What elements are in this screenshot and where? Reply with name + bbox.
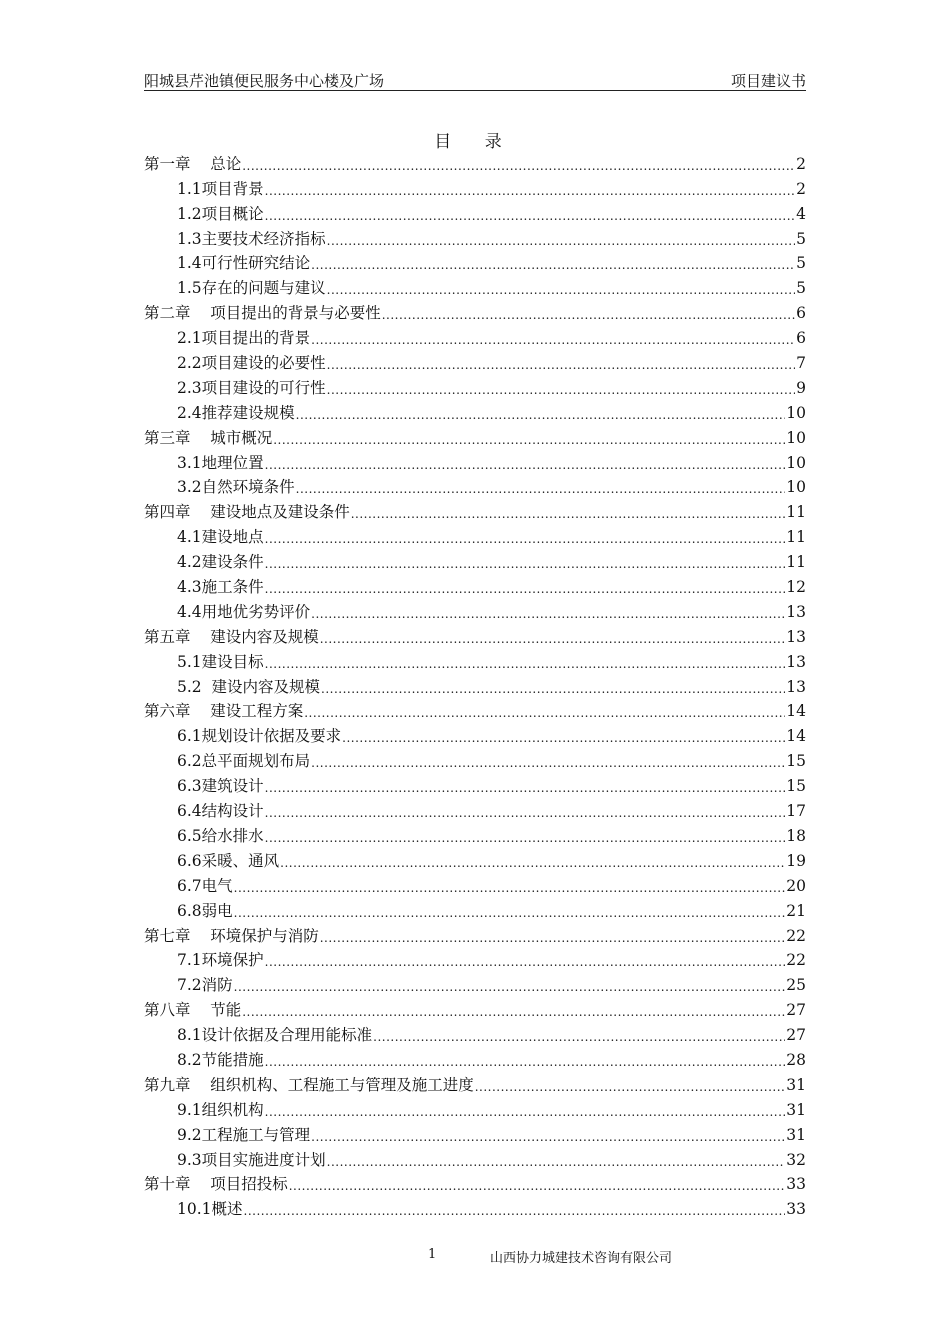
- toc-section-entry[interactable]: [144, 547, 806, 572]
- toc-section-entry[interactable]: [144, 249, 806, 274]
- toc-section-entry[interactable]: [144, 174, 806, 199]
- page-header: [144, 68, 806, 91]
- toc-dot-leader: [242, 158, 795, 174]
- toc-entry-title: 6.8弱电: [177, 901, 233, 920]
- toc-dot-leader: [311, 755, 785, 771]
- toc-entry-title: 9.2工程施工与管理: [177, 1125, 311, 1144]
- toc-page-number: 13: [786, 652, 806, 671]
- toc-dot-leader: [304, 705, 785, 721]
- toc-section-entry[interactable]: [144, 348, 806, 373]
- toc-entry-title: 1.5存在的问题与建议: [177, 279, 326, 298]
- toc-entry-title: 1.4可行性研究结论: [177, 254, 311, 273]
- toc-page-number: 31: [786, 1075, 806, 1094]
- toc-page-number: 5: [796, 279, 806, 298]
- toc-section-entry[interactable]: [144, 846, 806, 871]
- toc-entry-title: 6.2总平面规划布局: [177, 752, 311, 771]
- toc-section-entry[interactable]: [144, 871, 806, 896]
- toc-chapter-entry[interactable]: [144, 149, 806, 174]
- toc-dot-leader: [265, 208, 795, 224]
- toc-section-entry[interactable]: [144, 672, 806, 697]
- toc-entry-title: 4.3施工条件: [177, 578, 264, 597]
- toc-page-number: 27: [786, 1001, 806, 1020]
- toc-dot-leader: [265, 1054, 786, 1070]
- toc-dot-leader: [351, 506, 786, 522]
- toc-section-entry[interactable]: [144, 721, 806, 746]
- toc-page-number: 9: [796, 378, 806, 397]
- toc-entry-title: 6.6采暖、通风: [177, 851, 280, 870]
- toc-page-number: 27: [786, 1026, 806, 1045]
- toc-page-number: 13: [786, 602, 806, 621]
- toc-entry-title: 6.7电气: [177, 876, 233, 895]
- header-project-name: 阳城县芹池镇便民服务中心楼及广场: [144, 72, 385, 90]
- toc-dot-leader: [234, 880, 786, 896]
- toc-page-number: 7: [796, 354, 806, 373]
- toc-page-number: 22: [786, 951, 806, 970]
- toc-dot-leader: [265, 183, 795, 199]
- toc-dot-leader: [265, 780, 786, 796]
- toc-chapter-entry[interactable]: [144, 995, 806, 1020]
- toc-entry-title: 2.3项目建设的可行性: [177, 378, 326, 397]
- toc-entry-title: 8.2节能措施: [177, 1050, 264, 1069]
- toc-page-number: 28: [786, 1050, 806, 1069]
- toc-section-entry[interactable]: [144, 323, 806, 348]
- toc-section-entry[interactable]: [144, 746, 806, 771]
- toc-section-entry[interactable]: [144, 398, 806, 423]
- toc-section-entry[interactable]: [144, 946, 806, 971]
- toc-dot-leader: [265, 531, 786, 547]
- toc-page-number: 2: [796, 179, 806, 198]
- toc-entry-title: 第二章 项目提出的背景与必要性: [144, 304, 381, 323]
- toc-chapter-entry[interactable]: [144, 497, 806, 522]
- toc-entry-title: 第六章 建设工程方案: [144, 702, 304, 721]
- toc-page-number: 10: [786, 403, 806, 422]
- toc-section-entry[interactable]: [144, 1020, 806, 1045]
- toc-entry-title: 5.2 建设内容及规模: [177, 677, 321, 696]
- toc-section-entry[interactable]: [144, 373, 806, 398]
- toc-section-entry[interactable]: [144, 821, 806, 846]
- toc-page-number: 15: [786, 777, 806, 796]
- toc-dot-leader: [321, 681, 785, 697]
- toc-page-number: 4: [796, 204, 806, 223]
- toc-dot-leader: [327, 233, 795, 249]
- toc-entry-title: 10.1概述: [177, 1200, 243, 1219]
- toc-dot-leader: [327, 382, 795, 398]
- toc-page-number: 19: [786, 851, 806, 870]
- toc-page-number: 2: [796, 154, 806, 173]
- toc-dot-leader: [265, 954, 786, 970]
- toc-section-entry[interactable]: [144, 1194, 806, 1219]
- toc-dot-leader: [382, 307, 795, 323]
- toc-page-number: 5: [796, 254, 806, 273]
- toc-section-entry[interactable]: [144, 896, 806, 921]
- toc-page-number: 6: [796, 329, 806, 348]
- toc-page-number: 31: [786, 1125, 806, 1144]
- toc-section-entry[interactable]: [144, 1045, 806, 1070]
- toc-entry-title: 6.1规划设计依据及要求: [177, 727, 342, 746]
- toc-page-number: 25: [786, 976, 806, 995]
- toc-section-entry[interactable]: [144, 273, 806, 298]
- toc-dot-leader: [311, 606, 785, 622]
- toc-entry-title: 第十章 项目招投标: [144, 1175, 288, 1194]
- toc-entry-title: 9.1组织机构: [177, 1100, 264, 1119]
- toc-page-number: 33: [786, 1175, 806, 1194]
- toc-page-number: 21: [786, 901, 806, 920]
- toc-dot-leader: [311, 1129, 785, 1145]
- toc-page-number: 15: [786, 752, 806, 771]
- toc-dot-leader: [265, 805, 786, 821]
- toc-entry-title: 2.2项目建设的必要性: [177, 354, 326, 373]
- toc-section-entry[interactable]: [144, 597, 806, 622]
- toc-entry-title: 4.1建设地点: [177, 528, 264, 547]
- toc-dot-leader: [296, 407, 786, 423]
- toc-dot-leader: [244, 1203, 786, 1219]
- toc-page-number: 10: [786, 453, 806, 472]
- toc-entry-title: 第五章 建设内容及规模: [144, 627, 319, 646]
- footer-company: 山西协力城建技术咨询有限公司: [490, 1251, 673, 1266]
- toc-chapter-entry[interactable]: [144, 423, 806, 448]
- toc-entry-title: 3.2自然环境条件: [177, 478, 295, 497]
- toc-page-number: 11: [786, 553, 806, 572]
- toc-page-number: 11: [786, 503, 806, 522]
- toc-page-number: 18: [786, 826, 806, 845]
- toc-dot-leader: [311, 332, 795, 348]
- toc-page-number: 13: [786, 627, 806, 646]
- toc-page-number: 6: [796, 304, 806, 323]
- toc-entry-title: 5.1建设目标: [177, 652, 264, 671]
- toc-entry-title: 1.2项目概论: [177, 204, 264, 223]
- toc-dot-leader: [342, 730, 785, 746]
- toc-entry-title: 第四章 建设地点及建设条件: [144, 503, 350, 522]
- toc-dot-leader: [265, 556, 786, 572]
- toc-dot-leader: [265, 1104, 786, 1120]
- toc-section-entry[interactable]: [144, 199, 806, 224]
- toc-dot-leader: [242, 1004, 785, 1020]
- toc-title: 目 录: [434, 132, 516, 152]
- toc-entry-title: 1.3主要技术经济指标: [177, 229, 326, 248]
- toc-section-entry[interactable]: [144, 796, 806, 821]
- toc-entry-title: 9.3项目实施进度计划: [177, 1150, 326, 1169]
- toc-section-entry[interactable]: [144, 572, 806, 597]
- toc-dot-leader: [327, 357, 795, 373]
- toc-dot-leader: [373, 1029, 785, 1045]
- toc-entry-title: 6.5给水排水: [177, 826, 264, 845]
- toc-page-number: 33: [786, 1200, 806, 1219]
- toc-dot-leader: [265, 457, 786, 473]
- toc-section-entry[interactable]: [144, 448, 806, 473]
- toc-entry-title: 3.1地理位置: [177, 453, 264, 472]
- toc-entry-title: 6.4结构设计: [177, 802, 264, 821]
- toc-entry-title: 8.1设计依据及合理用能标准: [177, 1026, 373, 1045]
- toc-page-number: 10: [786, 478, 806, 497]
- toc-section-entry[interactable]: [144, 1095, 806, 1120]
- toc-page-number: 17: [786, 802, 806, 821]
- toc-dot-leader: [273, 432, 785, 448]
- toc-entry-title: 4.2建设条件: [177, 553, 264, 572]
- toc-section-entry[interactable]: [144, 970, 806, 995]
- toc-entry-title: 6.3建筑设计: [177, 777, 264, 796]
- toc-page-number: 13: [786, 677, 806, 696]
- toc-section-entry[interactable]: [144, 522, 806, 547]
- toc-dot-leader: [234, 905, 786, 921]
- toc-entry-title: 7.2消防: [177, 976, 233, 995]
- toc-dot-leader: [327, 1154, 786, 1170]
- toc-dot-leader: [265, 581, 786, 597]
- toc-section-entry[interactable]: [144, 1120, 806, 1145]
- toc-chapter-entry[interactable]: [144, 921, 806, 946]
- toc-entry-title: 第一章 总论: [144, 154, 242, 173]
- toc-entry-title: 2.1项目提出的背景: [177, 329, 311, 348]
- header-document-type: 项目建议书: [730, 72, 806, 90]
- toc-entry-title: 第七章 环境保护与消防: [144, 926, 319, 945]
- toc-dot-leader: [289, 1178, 786, 1194]
- toc-page-number: 12: [786, 578, 806, 597]
- footer-page-number: 1: [428, 1247, 437, 1262]
- toc-section-entry[interactable]: [144, 771, 806, 796]
- toc-entry-title: 2.4推荐建设规模: [177, 403, 295, 422]
- toc-entry-title: 4.4用地优劣势评价: [177, 602, 311, 621]
- toc-page-number: 14: [786, 727, 806, 746]
- toc-page-number: 10: [786, 428, 806, 447]
- toc-dot-leader: [234, 979, 786, 995]
- toc-entry-title: 1.1项目背景: [177, 179, 264, 198]
- toc-dot-leader: [280, 855, 785, 871]
- toc-page-number: 11: [786, 528, 806, 547]
- toc-page-number: 31: [786, 1100, 806, 1119]
- toc-chapter-entry[interactable]: [144, 1070, 806, 1095]
- toc-dot-leader: [327, 282, 795, 298]
- toc-page-number: 32: [786, 1150, 806, 1169]
- toc-section-entry[interactable]: [144, 473, 806, 498]
- toc-chapter-entry[interactable]: [144, 697, 806, 722]
- toc-entry-title: 第八章 节能: [144, 1001, 242, 1020]
- toc-entry-title: 第九章 组织机构、工程施工与管理及施工进度: [144, 1075, 474, 1094]
- toc-section-entry[interactable]: [144, 1145, 806, 1170]
- toc-entry-title: 第三章 城市概况: [144, 428, 273, 447]
- toc-page-number: 20: [786, 876, 806, 895]
- toc-dot-leader: [296, 481, 786, 497]
- toc-page-number: 14: [786, 702, 806, 721]
- toc-entry-title: 7.1环境保护: [177, 951, 264, 970]
- toc-section-entry[interactable]: [144, 647, 806, 672]
- toc-dot-leader: [320, 631, 786, 647]
- toc-dot-leader: [475, 1079, 786, 1095]
- toc-dot-leader: [265, 830, 786, 846]
- toc-chapter-entry[interactable]: [144, 622, 806, 647]
- toc-chapter-entry[interactable]: [144, 1170, 806, 1195]
- toc-chapter-entry[interactable]: [144, 298, 806, 323]
- toc-dot-leader: [320, 930, 786, 946]
- toc-page-number: 5: [796, 229, 806, 248]
- table-of-contents: [144, 149, 806, 1219]
- toc-page-number: 22: [786, 926, 806, 945]
- toc-dot-leader: [265, 656, 786, 672]
- toc-section-entry[interactable]: [144, 224, 806, 249]
- toc-dot-leader: [311, 257, 795, 273]
